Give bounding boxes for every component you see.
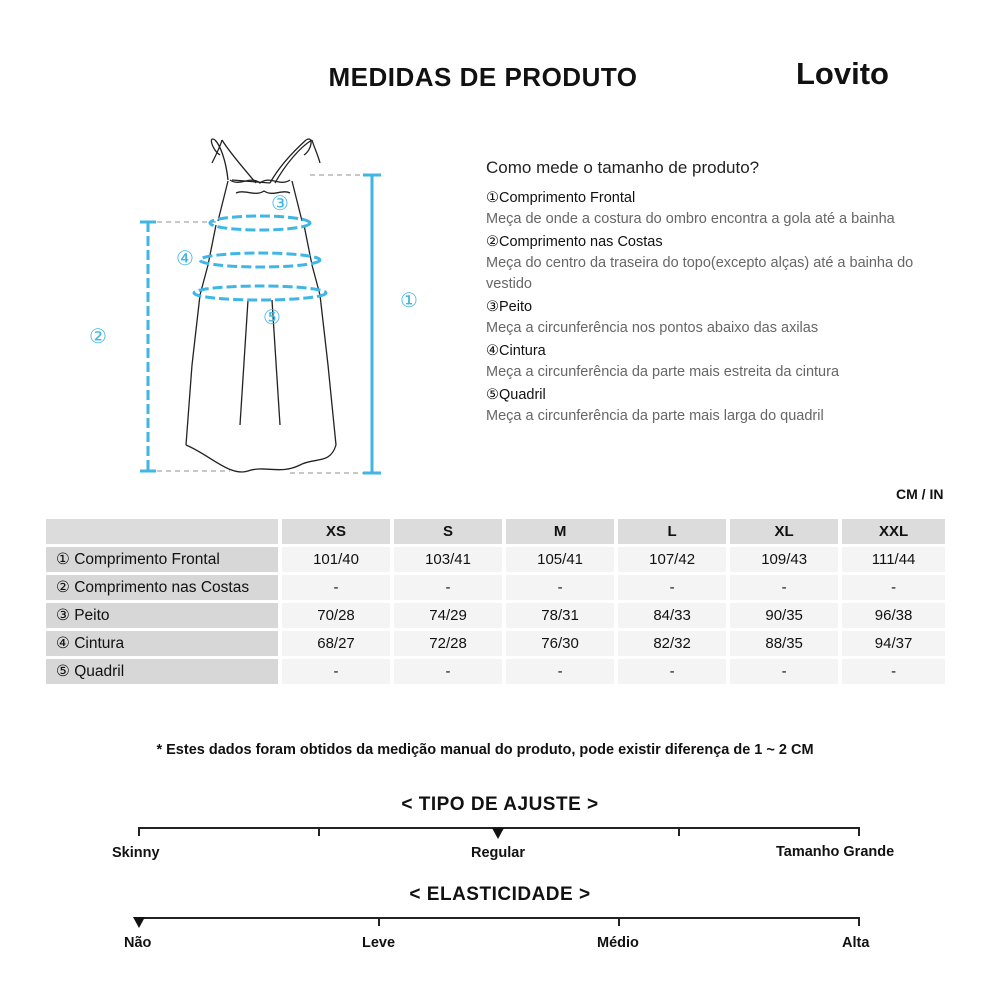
size-header: XL	[730, 519, 838, 544]
elasticity-selected-marker	[133, 917, 145, 928]
table-cell: -	[618, 575, 726, 600]
guide-item	[486, 297, 926, 339]
label-front-length: ①	[400, 288, 418, 312]
guide-item-desc: Meça a circunferência da parte mais larga do quadril	[486, 408, 824, 424]
row-label: ③ Peito	[46, 603, 278, 628]
row-label: ② Comprimento nas Costas	[46, 575, 278, 600]
table-row	[46, 575, 945, 600]
elasticity-label-medium: Médio	[597, 935, 639, 951]
fit-selected-marker	[492, 828, 504, 839]
guide-item-desc: Meça a circunferência nos pontos abaixo das axilas	[486, 320, 819, 336]
table-cell: -	[282, 659, 390, 684]
dress-diagram	[80, 125, 440, 485]
row-label: ⑤ Quadril	[46, 659, 278, 684]
fit-tick	[318, 827, 320, 836]
label-waist: ④	[176, 246, 194, 270]
table-cell: -	[282, 575, 390, 600]
table-cell: -	[730, 575, 838, 600]
table-cell: 84/33	[618, 603, 726, 628]
table-cell: -	[842, 575, 945, 600]
unit-label: CM / IN	[896, 486, 944, 502]
table-cell: 105/41	[506, 547, 614, 572]
table-cell: 111/44	[842, 547, 945, 572]
size-header: XS	[282, 519, 390, 544]
table-header-row	[46, 519, 945, 544]
row-label: ① Comprimento Frontal	[46, 547, 278, 572]
table-row	[46, 659, 945, 684]
dress-outline	[186, 139, 336, 472]
guide-item-title: ③Peito	[486, 299, 533, 315]
guide-item-title: ⑤Quadril	[486, 387, 546, 403]
fit-label-skinny: Skinny	[112, 845, 160, 861]
elasticity-scale-line	[138, 917, 860, 919]
table-cell: 72/28	[394, 631, 502, 656]
size-header: M	[506, 519, 614, 544]
elasticity-tick	[858, 917, 860, 926]
guide-question: Como mede o tamanho de produto?	[486, 158, 760, 177]
fit-tick	[858, 827, 860, 836]
table-cell: -	[394, 659, 502, 684]
table-cell: 103/41	[394, 547, 502, 572]
brand-logo: Lovito	[796, 56, 889, 91]
table-cell: -	[618, 659, 726, 684]
table-cell: -	[842, 659, 945, 684]
measurement-note: * Estes dados foram obtidos da medição manual do produto, pode existir diferença de 1 ~ 2 CM	[156, 742, 814, 758]
table-cell: 94/37	[842, 631, 945, 656]
table-cell: 78/31	[506, 603, 614, 628]
guide-item-title: ②Comprimento nas Costas	[486, 234, 663, 250]
table-cell: 74/29	[394, 603, 502, 628]
guide-item	[486, 188, 926, 230]
table-cell: 96/38	[842, 603, 945, 628]
table-row	[46, 547, 945, 572]
measurement-guide	[486, 188, 926, 429]
table-cell: 107/42	[618, 547, 726, 572]
elasticity-label-none: Não	[124, 935, 152, 951]
guide-item	[486, 341, 926, 383]
fit-scale-title: < TIPO DE AJUSTE >	[401, 794, 599, 815]
guide-item-desc: Meça de onde a costura do ombro encontra a gola até a bainha	[486, 211, 895, 227]
guide-item	[486, 385, 926, 427]
table-row	[46, 631, 945, 656]
size-table	[42, 516, 949, 687]
elasticity-label-high: Alta	[842, 935, 870, 951]
table-cell: 82/32	[618, 631, 726, 656]
label-back-length: ②	[89, 324, 107, 348]
fit-tick	[138, 827, 140, 836]
elasticity-tick	[378, 917, 380, 926]
fit-tick	[678, 827, 680, 836]
fit-label-regular: Regular	[471, 845, 525, 861]
page-title: MEDIDAS DE PRODUTO	[328, 62, 638, 92]
table-cell: 68/27	[282, 631, 390, 656]
row-label: ④ Cintura	[46, 631, 278, 656]
table-cell: -	[730, 659, 838, 684]
elasticity-tick	[618, 917, 620, 926]
size-header: S	[394, 519, 502, 544]
table-cell: 109/43	[730, 547, 838, 572]
guide-item	[486, 232, 926, 295]
table-cell: 101/40	[282, 547, 390, 572]
guide-item-desc: Meça do centro da traseira do topo(excepto alças) até a bainha do vestido	[486, 255, 914, 292]
guide-item-title: ①Comprimento Frontal	[486, 190, 636, 206]
table-cell: 88/35	[730, 631, 838, 656]
elasticity-scale-title: < ELASTICIDADE >	[409, 884, 591, 905]
guide-item-title: ④Cintura	[486, 343, 546, 359]
table-cell: -	[394, 575, 502, 600]
size-header: XXL	[842, 519, 945, 544]
table-cell: -	[506, 575, 614, 600]
fit-label-large: Tamanho Grande	[776, 844, 895, 860]
table-cell: 90/35	[730, 603, 838, 628]
table-cell: 70/28	[282, 603, 390, 628]
label-hip: ⑤	[263, 305, 281, 329]
table-cell: 76/30	[506, 631, 614, 656]
size-header: L	[618, 519, 726, 544]
table-corner-cell	[46, 519, 278, 544]
table-row	[46, 603, 945, 628]
label-chest: ③	[271, 191, 289, 215]
table-cell: -	[506, 659, 614, 684]
guide-item-desc: Meça a circunferência da parte mais estreita da cintura	[486, 364, 840, 380]
elasticity-label-light: Leve	[362, 935, 396, 951]
